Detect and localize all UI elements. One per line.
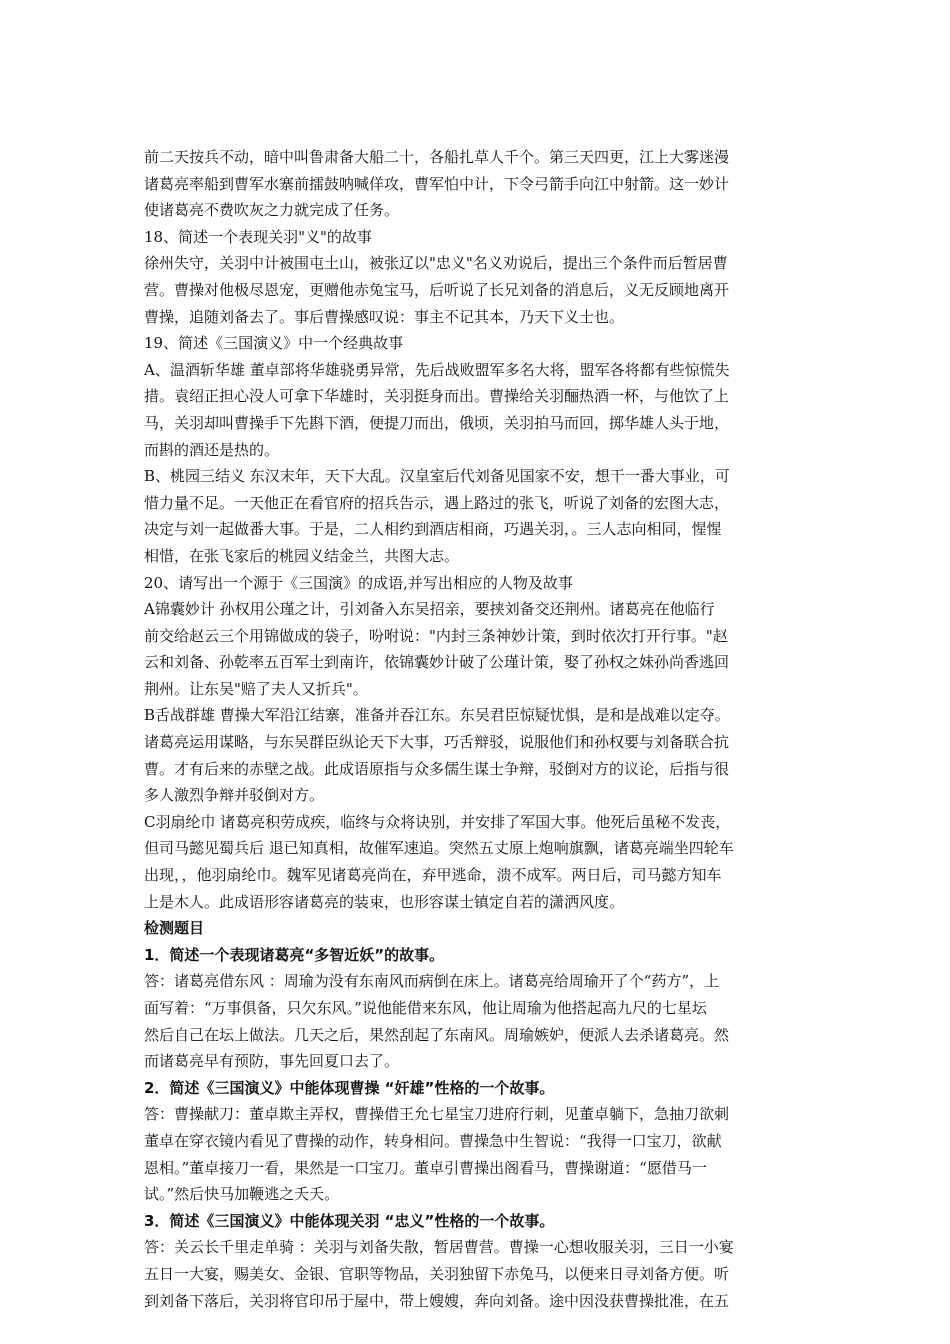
text-line: 而斟的酒还是热的。: [144, 440, 280, 459]
text-line: 诸葛亮运用谋略，与东吴群臣纵论天下大事，巧舌辩驳，说服他们和孙权要与刘备联合抗: [144, 733, 730, 752]
text-line: 使诸葛亮不费吹灰之力就完成了任务。: [144, 201, 400, 220]
text-line: 18、简述一个表现关羽"义"的故事: [144, 227, 372, 246]
text-line: 前交给赵云三个用锦做成的袋子，吩咐说："内封三条神妙计策，到时依次打开行事。"赵: [144, 626, 728, 645]
text-line: 出现，，他羽扇纶巾。魏军见诸葛亮尚在，弃甲逃命，溃不成军。两日后，司马懿方知车: [144, 866, 722, 885]
text-line: 云和刘备、孙乾率五百军士到南许，依锦囊妙计破了公瑾计策，娶了孙权之妹孙尚香逃回: [144, 653, 730, 672]
text-line: 决定与刘一起做番大事。于是，二人相约到酒店相商，巧遇关羽，。三人志向相同，惺惺: [144, 520, 722, 539]
text-line: 五日一大宴，赐美女、金银、官职等物品，关羽独留下赤兔马，以便来日寻刘备方便。听: [144, 1264, 730, 1283]
text-line: C羽扇纶巾 诸葛亮积劳成疾，临终与众将诀别，并安排了军国大事。他死后虽秘不发丧，: [144, 812, 731, 831]
text-line: 多人激烈争辩并驳倒对方。: [144, 786, 325, 805]
heading-line: 2．简述《三国演义》中能体现曹操 “奸雄”性格的一个故事。: [144, 1078, 555, 1097]
text-line: 然后自己在坛上做法。几天之后，果然刮起了东南风。周瑜嫉妒，便派人去杀诸葛亮。然: [144, 1025, 730, 1044]
text-line: B、桃园三结义 东汉末年，天下大乱。汉皇室后代刘备见国家不安，想干一番大事业，可: [144, 467, 730, 486]
text-line: 恩相。”董卓接刀一看，果然是一口宝刀。董卓引曹操出阁看马，曹操谢道：“愿借马一: [144, 1158, 707, 1177]
text-line: 上是木人。此成语形容诸葛亮的装束，也形容谋士镇定自若的潇洒风度。: [144, 892, 625, 911]
text-line: 但司马懿见蜀兵后 退已知真相，故催军速追。突然五丈原上炮响旗飘，诸葛亮端坐四轮车: [144, 839, 734, 858]
text-line: 马，关羽却叫曹操手下先斟下酒，便提刀而出，俄顷，关羽拍马而回，掷华雄人头于地，: [144, 413, 730, 432]
text-line: 答：诸葛亮借东风 ：周瑜为没有东南风而病倒在床上。诸葛亮给周瑜开了个“药方”，上: [144, 972, 720, 991]
text-line: 到刘备下落后，关羽将官印吊于屋中，带上嫂嫂，奔向刘备。途中因没获曹操批准，在五: [144, 1291, 730, 1310]
heading-line: 检测题目: [144, 919, 205, 938]
text-line: 答：曹操献刀：董卓欺主弄权，曹操借王允七星宝刀进府行刺，见董卓躺下，急抽刀欲刺: [144, 1105, 730, 1124]
text-line: 董卓在穿衣镜内看见了曹操的动作，转身相问。曹操急中生智说：“我得一口宝刀，欲献: [144, 1131, 722, 1150]
text-line: 徐州失守，关羽中计被围屯土山，被张辽以"忠义"名义劝说后，提出三个条件而后暂居曹: [144, 254, 728, 273]
heading-line: 3．简述《三国演义》中能体现关羽 “忠义”性格的一个故事。: [144, 1211, 555, 1230]
text-line: 曹。才有后来的赤壁之战。此成语原指与众多儒生谋士争辩，驳倒对方的议论，后指与很: [144, 759, 730, 778]
text-line: 诸葛亮率船到曹军水寨前擂鼓呐喊佯攻，曹军怕中计，下令弓箭手向江中射箭。这一妙计: [144, 174, 730, 193]
text-line: 荆州。让东吴"赔了夫人又折兵"。: [144, 679, 368, 698]
text-line: 而诸葛亮早有预防，事先回夏口去了。: [144, 1052, 400, 1071]
text-line: 19、简述《三国演义》中一个经典故事: [144, 334, 404, 353]
text-line: B舌战群雄 曹操大军沿江结寨，准备并吞江东。东吴君臣惊疑忧惧，是和是战难以定夺。: [144, 706, 730, 725]
text-line: 面写着：“万事俱备，只欠东风。”说他能借来东风，他让周瑜为他搭起高九尺的七星坛: [144, 999, 707, 1017]
text-line: 曹操，追随刘备去了。事后曹操感叹说：事主不记其本，乃天下义士也。: [144, 307, 625, 326]
text-line: 20、请写出一个源于《三国演》的成语,并写出相应的人物及故事: [144, 573, 573, 592]
text-line: 惜力量不足。一天他正在看官府的招兵告示，遇上路过的张飞，听说了刘备的宏图大志，: [144, 493, 730, 512]
text-line: 营。曹操对他极尽恩宠，更赠他赤兔宝马，后听说了长兄刘备的消息后，义无反顾地离开: [144, 280, 730, 299]
text-line: A、温酒斩华雄 董卓部将华雄骁勇异常，先后战败盟军多名大将，盟军各将都有些惊慌失: [144, 360, 730, 379]
heading-line: 1．简述一个表现诸葛亮“多智近妖”的故事。: [144, 945, 445, 964]
text-line: 前二天按兵不动，暗中叫鲁肃备大船二十，各船扎草人千个。第三天四更，江上大雾迷漫: [144, 148, 730, 166]
text-line: A锦囊妙计 孙权用公瑾之计，引刘备入东吴招亲，要挟刘备交还荆州。诸葛亮在他临行: [144, 600, 715, 619]
text-line: 相惜，在张飞家后的桃园义结金兰，共图大志。: [144, 546, 460, 565]
text-line: 措。袁绍正担心没人可拿下华雄时，关羽挺身而出。曹操给关羽酾热酒一杯，与他饮了上: [144, 387, 730, 406]
text-line: 答：关云长千里走单骑 ：关羽与刘备失散，暂居曹营。曹操一心想收服关羽，三日一小宴: [144, 1238, 734, 1257]
document-body: [144, 144, 824, 1314]
text-line: 试。”然后快马加鞭逃之夭夭。: [144, 1185, 340, 1204]
